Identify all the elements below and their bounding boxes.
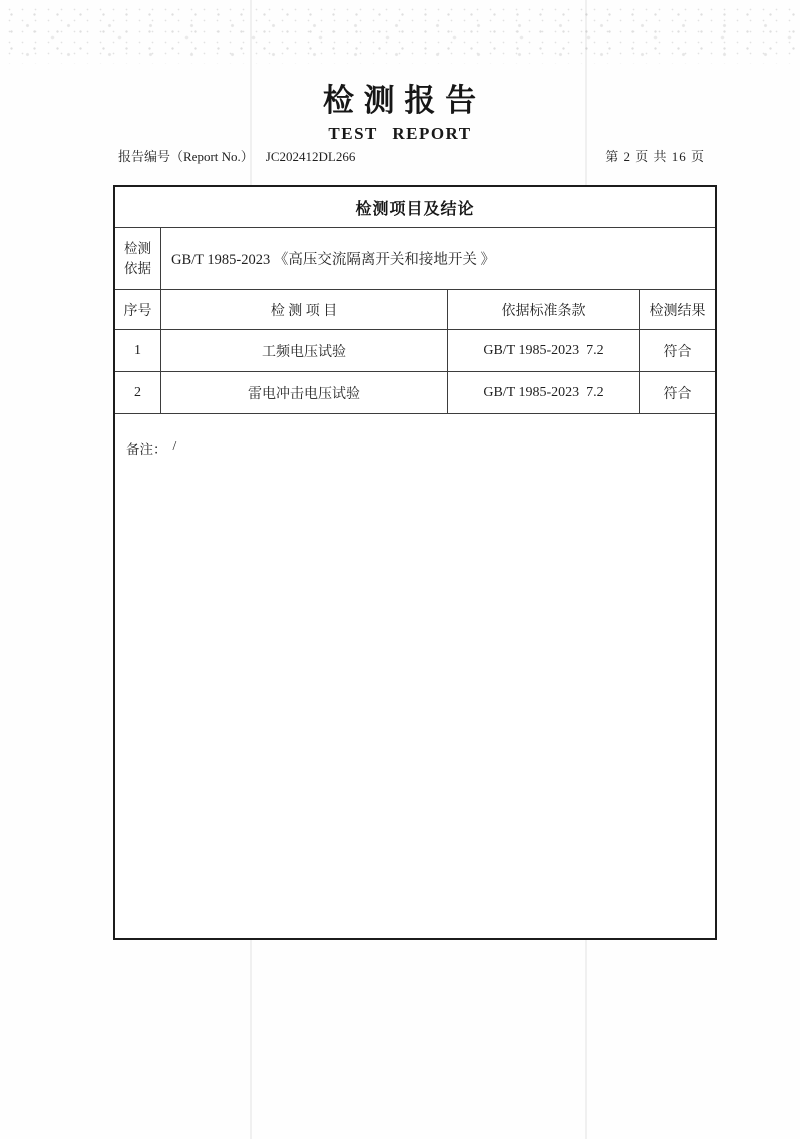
report-number-value: JC202412DL266 — [265, 149, 356, 164]
report-title-chinese: 检 测 报 告 — [322, 83, 478, 118]
row2-item: 雷电冲击电压试验 — [161, 372, 448, 414]
row1-no: 1 — [115, 330, 161, 372]
row2-no: 2 — [115, 372, 161, 414]
basis-value-cell: GB/T 1985-2023 《高压交流隔离开关和接地开关 》 — [161, 228, 715, 290]
column-header-no: 序号 — [115, 290, 161, 330]
column-header-result: 检测结果 — [640, 290, 715, 330]
basis-label-line2: 依据 — [124, 260, 151, 276]
scan-noise-artifact — [0, 6, 800, 64]
test-items-table — [113, 185, 717, 940]
column-header-clause: 依据标准条款 — [448, 290, 640, 330]
basis-label-cell — [115, 228, 161, 290]
page-indicator: 第 2 页 共 16 页 — [605, 149, 705, 164]
row1-clause: GB/T 1985-2023 7.2 — [448, 330, 640, 372]
remark-cell — [115, 414, 715, 938]
report-number-label: 报告编号（Report No.） — [118, 149, 254, 164]
row1-result: 符合 — [640, 330, 715, 372]
report-number — [118, 146, 355, 165]
basis-label-line1: 检测 — [124, 240, 151, 256]
column-header-item: 检 测 项 目 — [161, 290, 448, 330]
row2-clause: GB/T 1985-2023 7.2 — [448, 372, 640, 414]
report-title-english: TEST REPORT — [328, 124, 472, 143]
report-meta-row — [118, 146, 705, 165]
remark-label: 备注： — [126, 442, 167, 457]
table-section-title: 检测项目及结论 — [115, 187, 715, 228]
row1-item: 工频电压试验 — [161, 330, 448, 372]
remark-value: / — [172, 438, 177, 453]
row2-result: 符合 — [640, 372, 715, 414]
